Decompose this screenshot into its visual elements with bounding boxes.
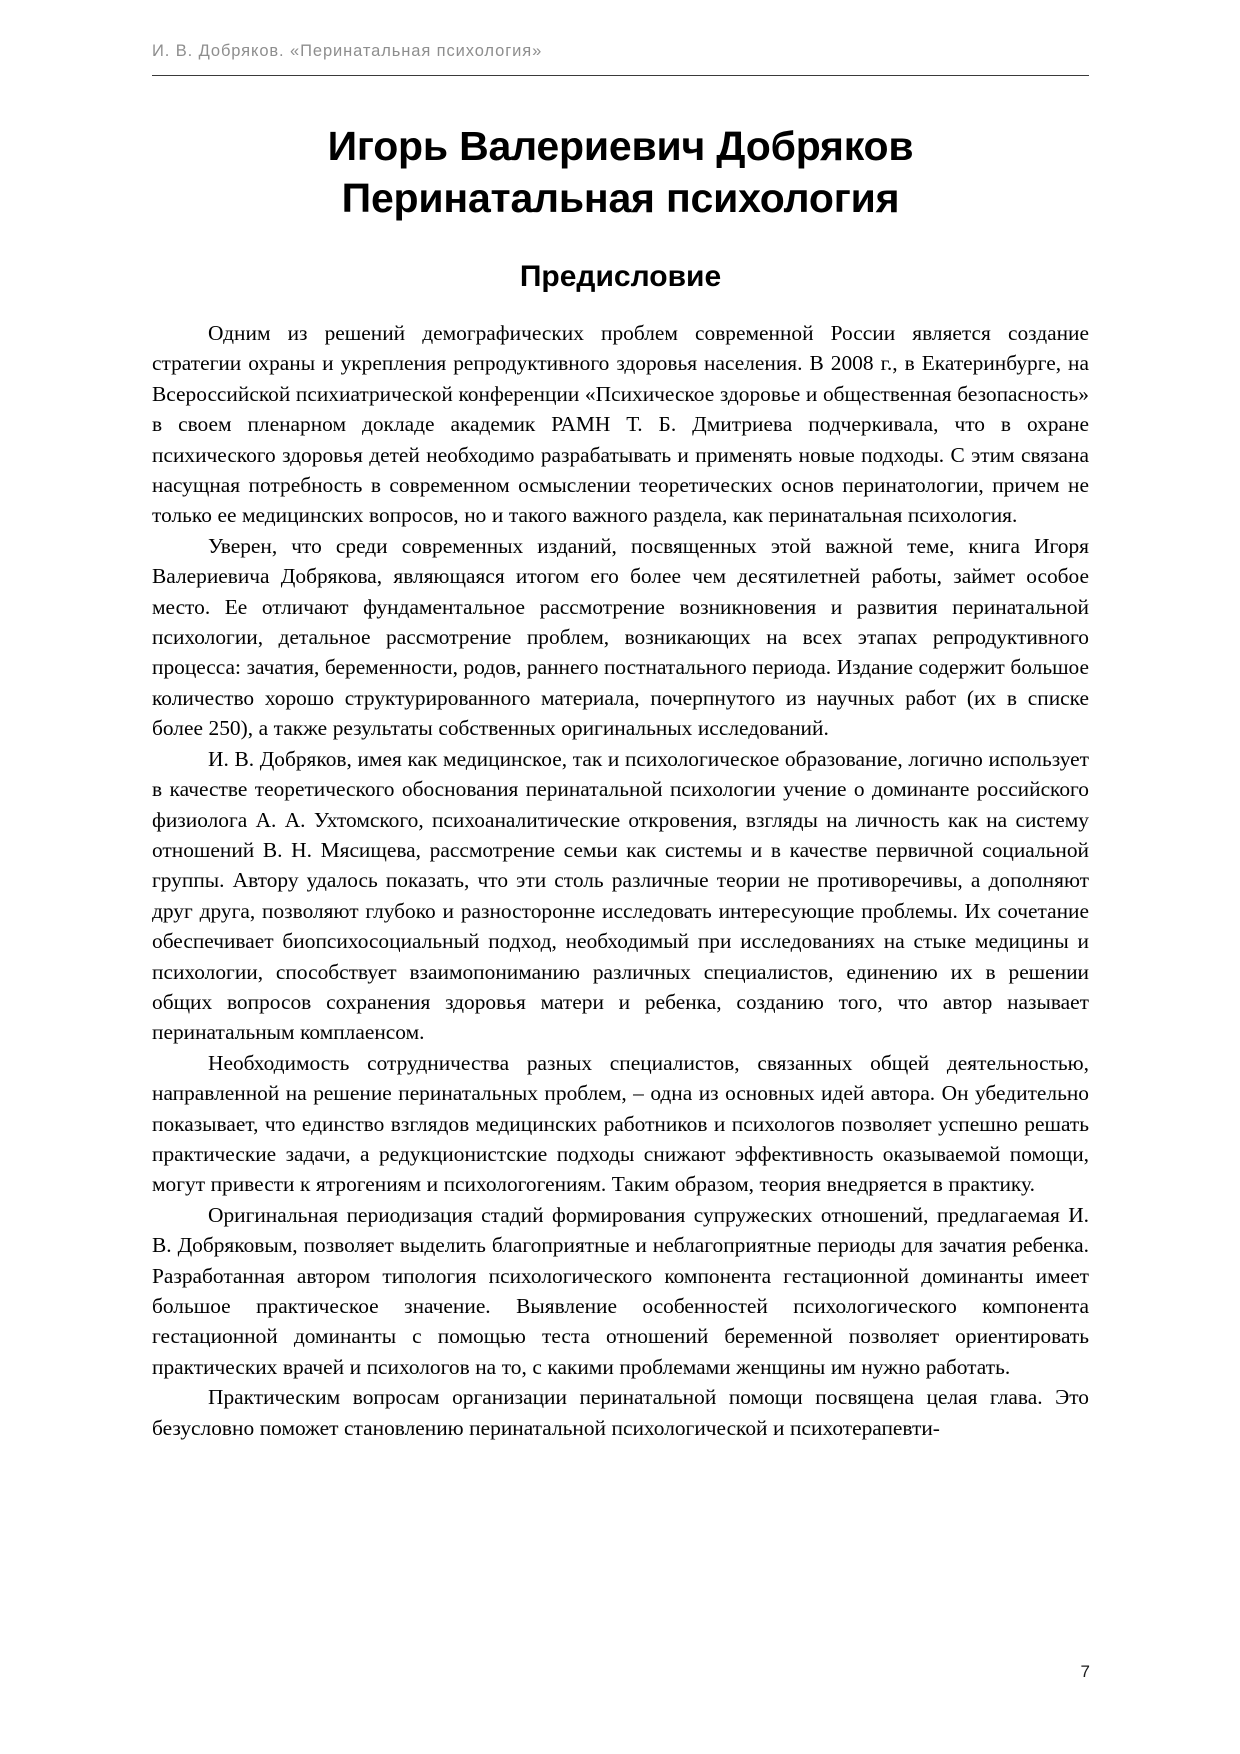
header-rule: [152, 75, 1089, 76]
paragraph: Оригинальная периодизация стадий формирования супружеских отношений, предлагаемая И. В. Добряковым, позволяет выделить благоприятные и неблагоприятные периоды для зачатия ребенка. Разработанная автором типология психологического компонента гестационной доминанты имеет большое практическое значение. Выявление особенностей психологического компонента гестационной доминанты с помощью теста отношений беременной позволяет ориентировать практических врачей и психологов на то, с какими проблемами женщины им нужно работать.: [152, 1202, 1089, 1379]
paragraph: И. В. Добряков, имея как медицинское, так и психологическое образование, логично использует в качестве теоретического обоснования перинатальной психологии учение о доминанте российского физиолога А. А. Ухтомского, психоаналитические откровения, взгляды на личность как на систему отношений В. Н. Мясищева, рассмотрение семьи как системы и в качестве первичной социальной группы. Автору удалось показать, что эти столь различные теории не противоречивы, а дополняют друг друга, позволяют глубоко и разносторонне исследовать интересующие проблемы. Их сочетание обеспечивает биопсихосоциальный подход, необходимый при исследованиях на стыке медицины и психологии, способствует взаимопониманию различных специалистов, единению их в решении общих вопросов сохранения здоровья матери и ребенка, созданию того, что автор называет перинатальным комплаенсом.: [152, 746, 1089, 1045]
section-heading: Предисловие: [519, 260, 722, 293]
body-text-column: [152, 318, 1089, 1443]
page-number: 7: [1080, 1662, 1090, 1681]
paragraph: Необходимость сотрудничества разных специалистов, связанных общей деятельностью, направленной на решение перинатальных проблем, – одна из основных идей автора. Он убедительно показывает, что единство взглядов медицинских работников и психологов позволяет успешно решать практические задачи, а редукционистские подходы снижают эффективность оказываемой помощи, могут привести к ятрогениям и психологогениям. Таким образом, теория внедряется в практику.: [152, 1050, 1089, 1197]
paragraph: Практическим вопросам организации перинатальной помощи посвящена целая глава. Это безусловно поможет становлению перинатальной психологической и психотерапевти-: [152, 1385, 1089, 1440]
running-head: И. В. Добряков. «Перинатальная психология»: [152, 42, 543, 60]
paragraph: Одним из решений демографических проблем современной России является создание стратегии охраны и укрепления репродуктивного здоровья населения. В 2008 г., в Екатеринбурге, на Всероссийской психиатрической конференции «Психическое здоровье и общественная безопасность» в своем пленарном докладе академик РАМН Т. Б. Дмитриева подчеркивала, что в охране психического здоровья детей необходимо разрабатывать и применять новые подходы. С этим связана насущная потребность в современном осмыслении теоретических основ перинатологии, причем не только ее медицинских вопросов, но и такого важного раздела, как перинатальная психология.: [152, 321, 1089, 528]
title-block: [152, 120, 1089, 224]
book-author-title-line: Игорь Валериевич Добряков: [327, 123, 914, 169]
paragraph: Уверен, что среди современных изданий, посвященных этой важной теме, книга Игоря Валериевича Добрякова, являющаяся итогом его более чем десятилетней работы, займет особое место. Ее отличают фундаментальное рассмотрение возникновения и развития перинатальной психологии, детальное рассмотрение проблем, возникающих на всех этапах репродуктивного процесса: зачатия, беременности, родов, раннего постнатального периода. Издание содержит большое количество хорошо структурированного материала, почерпнутого из научных работ (их в списке более 250), а также результаты собственных оригинальных исследований.: [152, 533, 1089, 741]
book-title-line: Перинатальная психология: [341, 175, 900, 221]
